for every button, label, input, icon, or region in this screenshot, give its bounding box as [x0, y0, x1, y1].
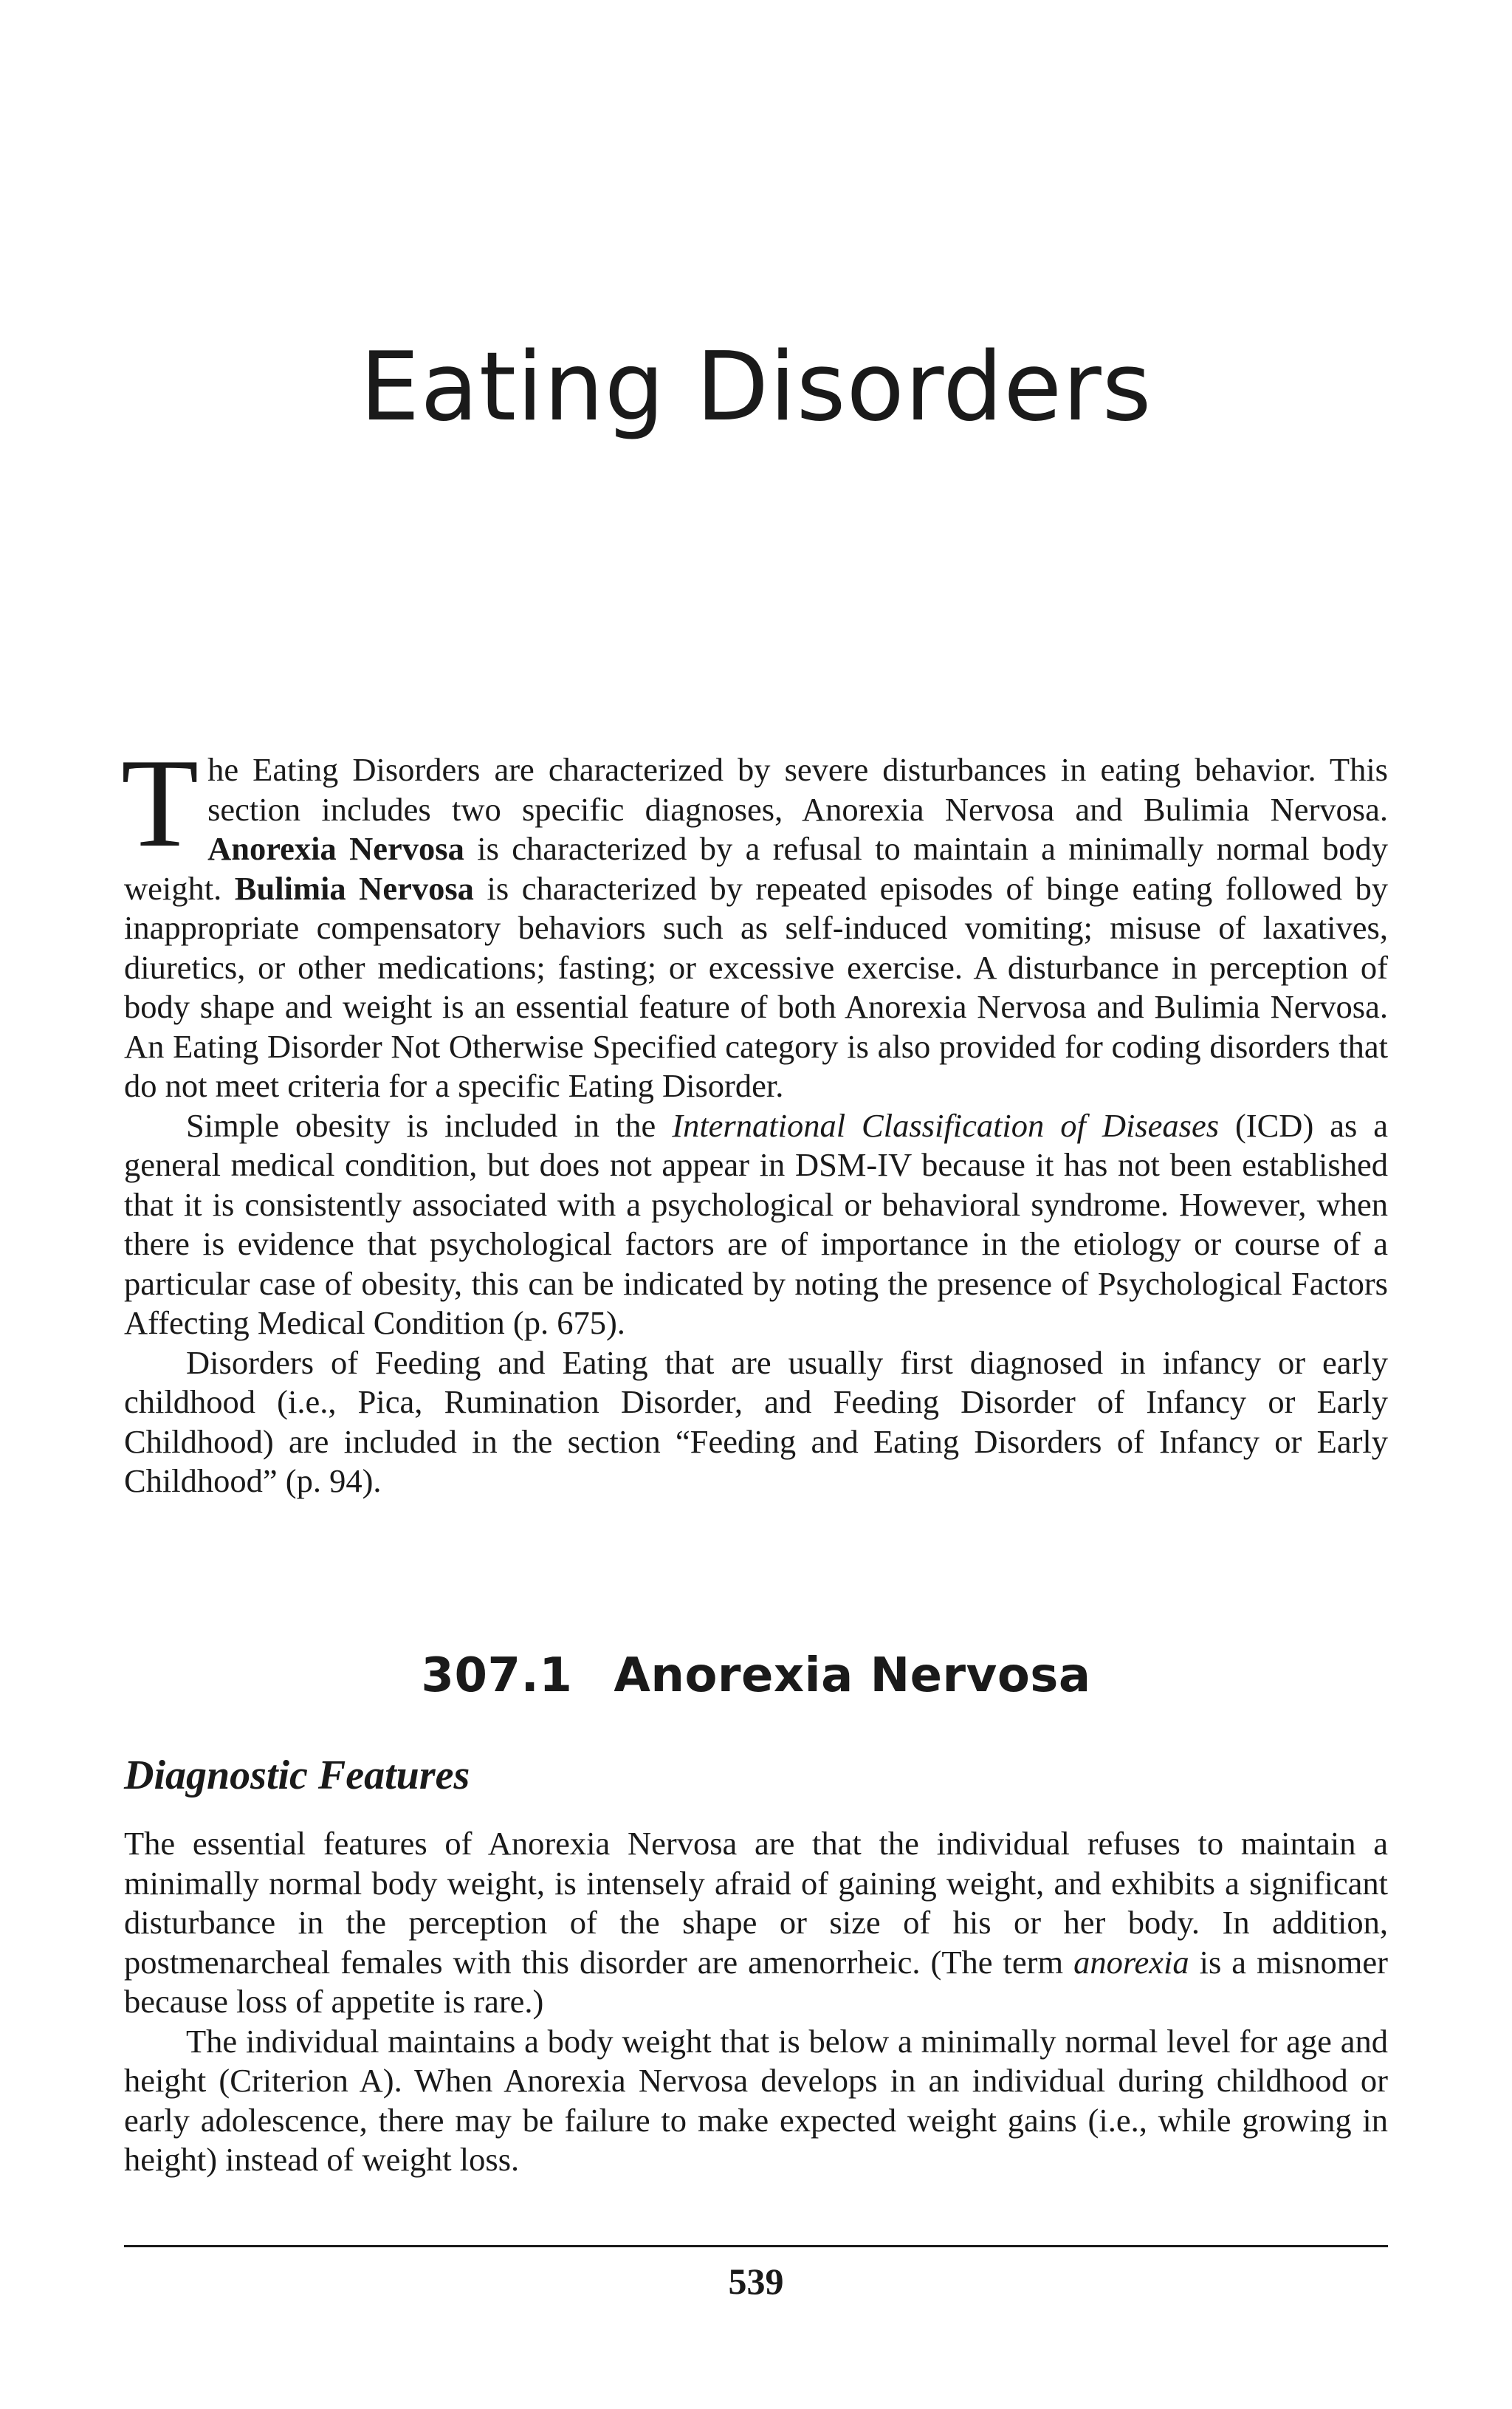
- intro-p2-text-c: (ICD) as a general medical condition, but does not appear in DSM-IV because it has not been established that it is consistently associated with a psychological or behavioral syndrome. However, when there is evidence that psychological factors are of importance in the etiology or course of a particular case of obesity, this can be indicated by noting the presence of Psychological Factors Affecting Medical Condition (p. 675).: [124, 1106, 1388, 1341]
- intro-p1-text-a: he Eating Disorders are characterized by severe disturbances in eating behavior. This section includes two specific diagnoses, Anorexia Nervosa and Bulimia Nervosa.: [207, 751, 1388, 828]
- book-page: [121, 0, 1389, 2409]
- anorexia-nervosa-term: Anorexia Nervosa: [207, 830, 464, 867]
- diagnostic-code: 307.1: [421, 1648, 573, 1703]
- intro-paragraph-1: [121, 733, 1389, 1106]
- intro-p1-text-c: is characterized by a refusal to maintain a minimally normal body weight.: [124, 830, 1388, 907]
- icd-title: International Classification of Diseases: [672, 1106, 1220, 1144]
- section-heading: [124, 1648, 1388, 1703]
- section-title: Anorexia Nervosa: [614, 1648, 1091, 1703]
- chapter-introduction: [121, 733, 1389, 1501]
- anorexia-term-italic: anorexia: [1073, 1943, 1189, 1981]
- diagnostic-paragraph-2: The individual maintains a body weight that is below a minimally normal level for age and height (Criterion A). When Anorexia Nervosa develops in an individual during childhood or early adolescence, there may be failure to make expected weight gains (i.e., while growing in height) instead of weight loss.: [124, 2022, 1388, 2178]
- chapter-title: Eating Disorders: [360, 332, 1152, 442]
- drop-cap: T: [121, 733, 199, 874]
- diagnostic-paragraph-1: [124, 1824, 1388, 2022]
- diag-p1-text-c: is a misnomer because loss of appetite is rare.): [124, 1943, 1388, 2020]
- footer-rule: [124, 2245, 1388, 2247]
- intro-paragraph-2: [124, 1106, 1388, 1343]
- intro-p2-text-a: Simple obesity is included in the: [186, 1106, 673, 1144]
- subsection-heading: Diagnostic Features: [124, 1752, 470, 1798]
- bulimia-nervosa-term: Bulimia Nervosa: [234, 869, 474, 907]
- intro-paragraph-3: Disorders of Feeding and Eating that are usually first diagnosed in infancy or early childhood (i.e., Pica, Rumination Disorder, and Feeding Disorder of Infancy or Early Childhood) are included in the section “Feeding and Eating Disorders of Infancy or Early Childhood” (p. 94).: [124, 1343, 1388, 1499]
- diagnostic-features-text: [124, 1824, 1388, 2180]
- intro-p1-text-e: is characterized by repeated episodes of binge eating followed by inappropriate compensatory behaviors such as self-induced vomiting; misuse of laxatives, diuretics, or other medications; fasting; or excessive exercise. A disturbance in perception of body shape and weight is an essential feature of both Anorexia Nervosa and Bulimia Nervosa. An Eating Disorder Not Otherwise Specified category is also provided for coding disorders that do not meet criteria for a specific Eating Disorder.: [124, 869, 1389, 1104]
- diag-p1-text-a: The essential features of Anorexia Nervosa are that the individual refuses to maintain a minimally normal body weight, is intensely afraid of gaining weight, and exhibits a significant disturbance in the perception of the shape or size of his or her body. In addition, postmenarcheal females with this disorder are amenorrheic. (The term: [124, 1825, 1388, 1981]
- page-number: 539: [728, 2261, 784, 2302]
